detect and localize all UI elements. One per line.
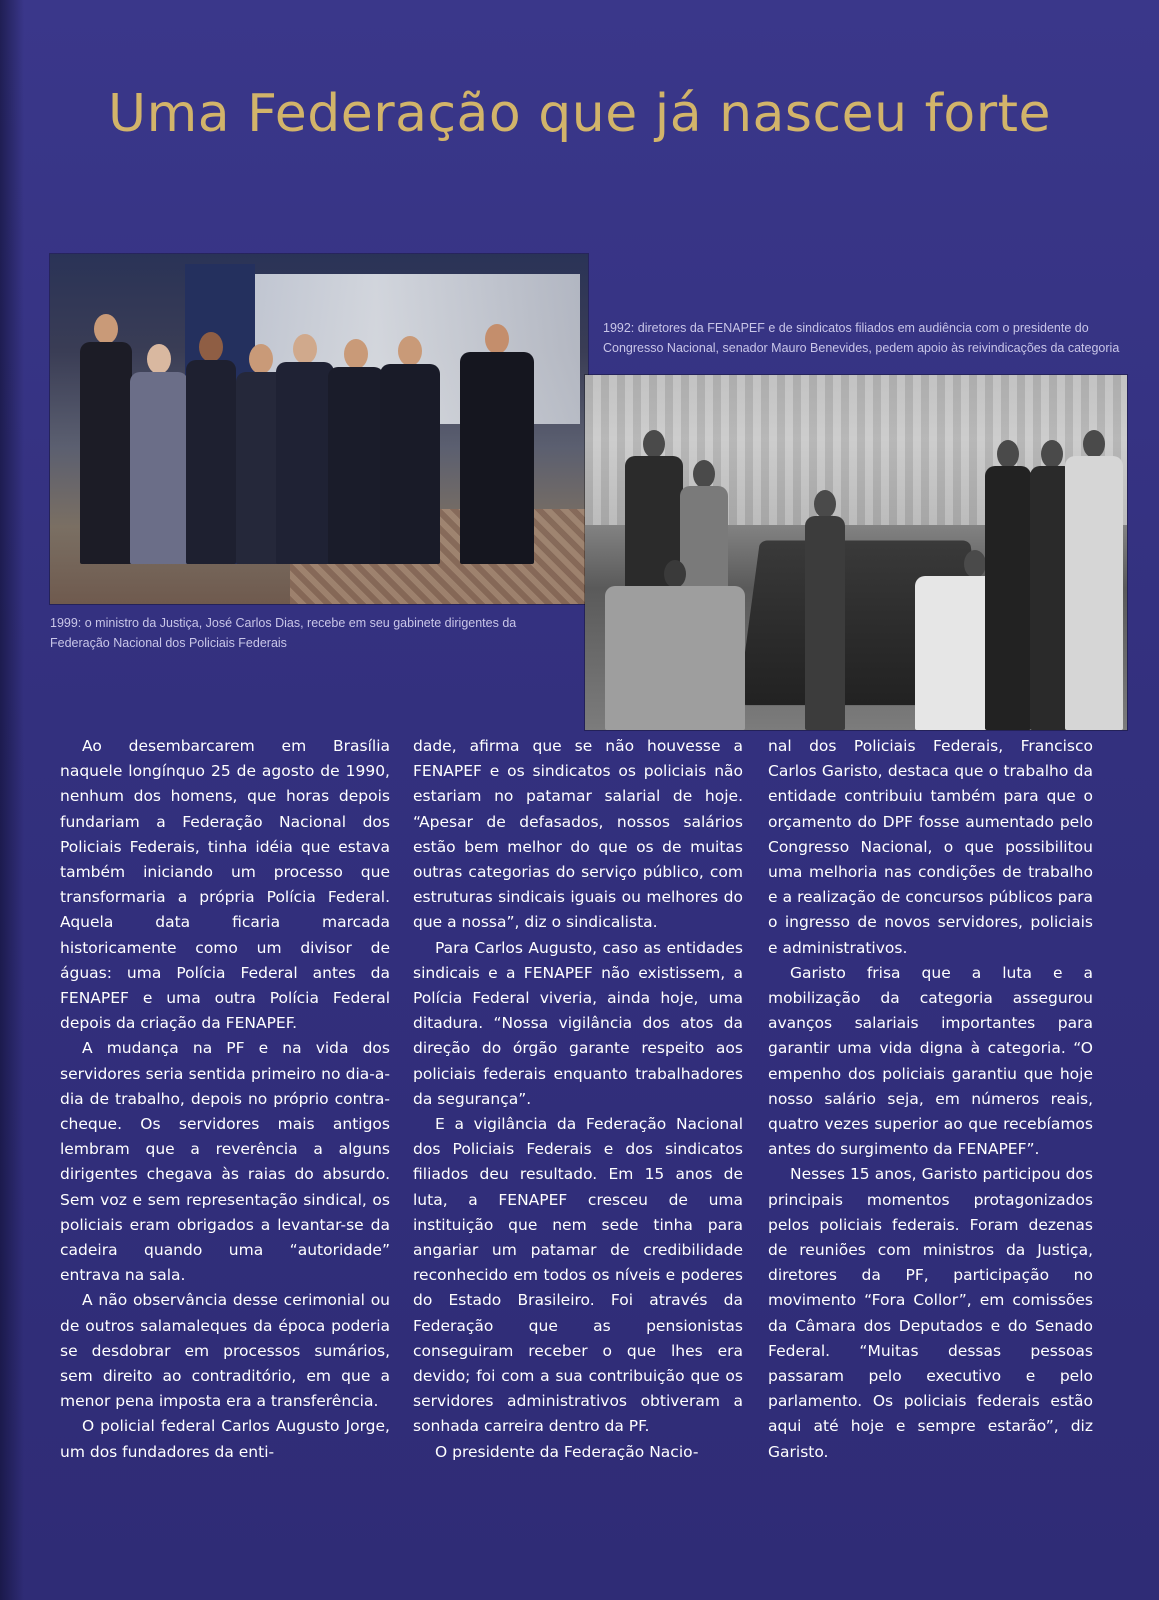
article-paragraph: dade, afirma que se não houvesse a FENAPEF e os sindicatos os policiais não estariam no patamar salarial de hoje. “Apesar de defasados, nossos salários estão bem melhor do que os de muitas outras categorias do serviço público, com estruturas sindicais iguais ou melhores do que a nossa”, diz o sindicalista. bbox=[413, 737, 743, 932]
photo-caption-1999: 1999: o ministro da Justiça, José Carlos Dias, recebe em seu gabinete dirigentes da Federação Nacional dos Policiais Federais bbox=[50, 616, 517, 650]
article-paragraph: E a vigilância da Federação Nacional dos Policiais Federais e dos sindicatos filiados deu resultado. Em 15 anos de luta, a FENAPEF cresceu de uma instituição que nem sede tinha para angariar um patamar de credibilidade reconhecido em todos os níveis e poderes do Estado Brasileiro. Foi através da Federação que as pensionistas conseguiram receber o que lhes era devido; foi com a sua contribuição que os servidores administrativos obtiveram a sonhada carreira dentro da PF. bbox=[413, 1115, 743, 1436]
photo-person bbox=[460, 324, 534, 564]
article-paragraph: Garisto frisa que a luta e a mobilização da categoria assegurou avanços salariais importantes para garantir uma vida digna à categoria. “O empenho dos policiais garantiu que hoje nosso salário seja, em números reais, quatro vezes superior ao que recebíamos antes do surgimento da FENAPEF”. bbox=[768, 963, 1093, 1159]
article-column-2 bbox=[413, 734, 743, 1465]
photo-person bbox=[605, 560, 745, 730]
article-paragraph: O presidente da Federação Nacio- bbox=[435, 1442, 699, 1461]
photo-person bbox=[276, 334, 334, 564]
article-paragraph: O policial federal Carlos Augusto Jorge, um dos fundadores da enti- bbox=[60, 1417, 390, 1461]
photo-person bbox=[805, 490, 845, 730]
page-gutter-shadow bbox=[0, 0, 24, 1600]
article-paragraph: nal dos Policiais Federais, Francisco Carlos Garisto, destaca que o trabalho da entidade contribuiu também para que o orçamento do DPF fosse aumentado pelo Congresso Nacional, o que possibilitou uma melhoria nas condições de trabalho e a realização de concursos públicos para o ingresso de novos servidores, policiais e administrativos. bbox=[768, 737, 1093, 957]
photo-congress-audience-1992 bbox=[585, 375, 1127, 730]
article-paragraph: Para Carlos Augusto, caso as entidades sindicais e a FENAPEF não existissem, a Polícia Federal viveria, ainda hoje, uma ditadura. “Nossa vigilância dos atos da direção do órgão garante respeito aos policiais federais enquanto trabalhadores da segurança”. bbox=[413, 938, 743, 1108]
photo-person bbox=[186, 332, 236, 564]
article-paragraph: Nesses 15 anos, Garisto participou dos principais momentos protagonizados pelos policiais federais. Foram dezenas de reuniões com ministros da Justiça, diretores da PF, participação no movimento “Fora Collor”, em comissões da Câmara dos Deputados e do Senado Federal. “Muitas dessas pessoas passaram pelo executivo e pelo parlamento. Os policiais federais estão aqui até hoje e sempre estarão”, diz Garisto. bbox=[768, 1165, 1093, 1461]
photo-minister-meeting-1999 bbox=[50, 254, 588, 604]
page-title: Uma Federação que já nasceu forte bbox=[108, 84, 1051, 144]
article-column-3 bbox=[768, 734, 1093, 1465]
article-paragraph: A não observância desse cerimonial ou de outros salamaleques da época poderia se desdobrar em processos sumários, sem direito ao contraditório, em que a menor pena imposta era a transferência. bbox=[60, 1291, 390, 1411]
photo-person bbox=[985, 440, 1031, 730]
photo-caption-1992: 1992: diretores da FENAPEF e de sindicatos filiados em audiência com o presidente do Congresso Nacional, senador Mauro Benevides, pedem apoio às reivindicações da categoria bbox=[603, 321, 1120, 355]
photo-person bbox=[80, 314, 132, 564]
photo-person bbox=[380, 336, 440, 564]
photo-person bbox=[328, 339, 384, 564]
article-column-1 bbox=[60, 734, 390, 1465]
photo-person bbox=[1065, 430, 1123, 730]
article-paragraph: Ao desembarcarem em Brasília naquele longínquo 25 de agosto de 1990, nenhum dos homens, que horas depois fundariam a Federação Nacional dos Policiais Federais, tinha idéia que estava também iniciando um processo que transformaria a própria Polícia Federal. Aquela data ficaria marcada historicamente como um divisor de águas: uma Polícia Federal antes da FENAPEF e uma outra Polícia Federal depois da criação da FENAPEF. bbox=[60, 737, 390, 1033]
photo-person bbox=[130, 344, 188, 564]
article-paragraph: A mudança na PF e na vida dos servidores seria sentida primeiro no dia-a-dia de trabalho, depois no próprio contra-cheque. Os servidores mais antigos lembram que a reverência a alguns dirigentes chegava às raias do absurdo. Sem voz e sem representação sindical, os policiais eram obrigados a levantar-se da cadeira quando uma “autoridade” entrava na sala. bbox=[60, 1039, 390, 1285]
